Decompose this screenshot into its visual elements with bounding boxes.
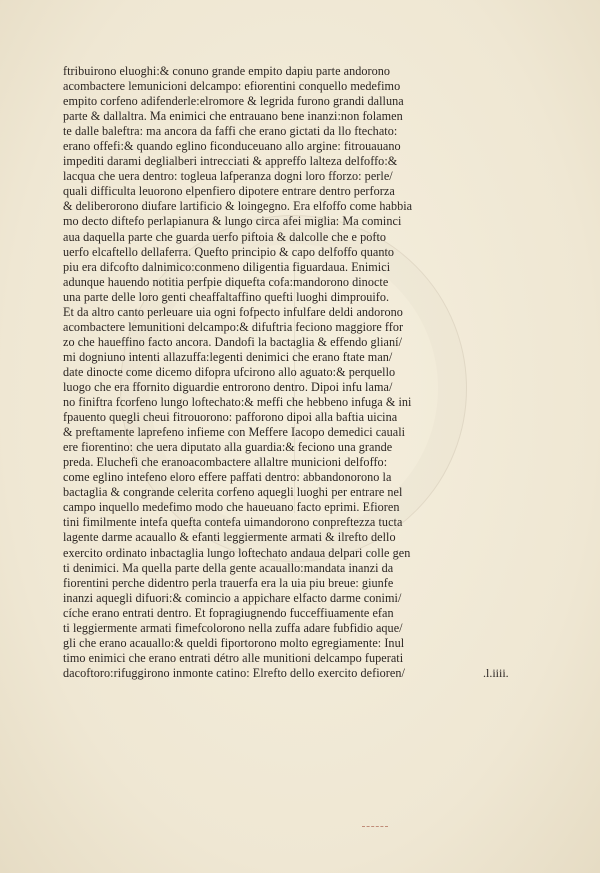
text-line: quali difficulta leuorono elpenfiero dipotere entrare dentro perforza (63, 184, 395, 199)
text-line: uerfo elcaftello dellaferra. Quefto principio & capo delfoffo quanto (63, 244, 395, 259)
text-line: cíche erano entrati dentro. Et fopragiugnendo fucceffiuamente efan (63, 605, 394, 620)
text-line: Et da altro canto perleuare uia ogni fofpecto infulfare deldi andorono (63, 304, 403, 319)
text-line: gli che erano acauallo:& queldi fiportorono molto egregiamente: Inul (63, 635, 405, 650)
text-block (63, 64, 543, 681)
text-line: fiorentini perche didentro perla trauerfa era la uia piu breue: giunfe (63, 575, 394, 590)
ink-mark (362, 826, 388, 831)
text-line: & deliberorono diufare lartificio & loingegno. Era elfoffo come habbia (63, 199, 413, 214)
text-line: & preftamente laprefeno infieme con Meffere Iacopo demedici cauali (63, 425, 406, 440)
text-line: erano offefi:& quando eglino ficonduceuano allo argine: fitrouauano (63, 139, 401, 154)
text-line: dacoftoro:rifuggirono inmonte catino: Elrefto dello exercito defioren/ (63, 665, 405, 680)
text-line: piu era difcofto dalnimico:conmeno diligentia figuardaua. Enimici (63, 259, 391, 274)
text-line: bactaglia & congrande celerita corfeno aquegli luoghi per entrare nel (63, 485, 403, 500)
text-line: ftribuirono eluoghi:& conuno grande empito dapiu parte andorono (63, 64, 391, 78)
text-line: empito corfeno adifenderle:elromore & legrida furono grandi dalluna (63, 94, 404, 109)
text-line: timo enimici che erano entrati détro alle munitioni delcampo fuperati (63, 650, 404, 665)
text-line: ti leggiermente armati fimefcolorono nella zuffa adare fubfidio aque/ (63, 620, 403, 635)
text-line: preda. Eluchefi che eranoacombactere allaltre municioni delfoffo: (63, 455, 388, 470)
text-line: mo decto diftefo perlapianura & lungo circa afei miglia: Ma cominci (63, 214, 402, 229)
text-line: acombactere lemunicioni delcampo: efiorentini conquello medefimo (63, 79, 401, 94)
text-line: parte & dallaltra. Ma enimici che entrauano bene inanzi:non folamen (63, 109, 403, 124)
text-line: te dalle baleftra: ma ancora da faffi che erano gictati da llo ftechato: (63, 124, 398, 139)
text-line: ti denimici. Ma quella parte della gente acauallo:mandata inanzi da (63, 560, 394, 575)
text-line: acombactere lemunitioni delcampo:& difuftria feciono maggiore ffor (63, 319, 404, 334)
text-line: luogo che era ffornito diguardie entrorono dentro. Dipoi infu lama/ (63, 379, 393, 394)
text-line: impediti darami deglialberi intrecciati & appreffo lalteza delfoffo:& (63, 154, 398, 169)
text-line: zo che haueffino facto ancora. Dandofi la bactaglia & effendo glianí/ (63, 334, 403, 349)
folio-number: .l.iiii. (483, 666, 509, 680)
text-line: exercito ordinato inbactaglia lungo loftechato andaua delpari colle gen (63, 545, 411, 560)
text-line: campo inquello medefimo modo che haueuano facto eprimi. Efioren (63, 500, 400, 515)
text-line: date dinocte come dicemo difopra ufcirono allo aguato:& perquello (63, 364, 396, 379)
text-line: lacqua che uera dentro: togleua lafperanza dogni loro fforzo: perle/ (63, 169, 393, 184)
text-line: aua daquella parte che guarda uerfo piftoia & dalcolle che e pofto (63, 229, 387, 244)
text-line: adunque hauendo notitia perfpie diquefta cofa:mandorono dinocte (63, 274, 389, 289)
text-line: una parte delle loro genti cheaffaltaffino quefti luoghi dimprouifo. (63, 289, 390, 304)
text-line: inanzi aquegli difuori:& comincio a appichare elfacto darme conimi/ (63, 590, 402, 605)
text-line: come eglino intefeno eloro effere paffati dentro: abbandonorono la (63, 470, 392, 485)
text-line: mi dogniuno intenti allazuffa:legenti denimici che erano ftate man/ (63, 349, 393, 364)
text-line: tini fimilmente intefa quefta contefa uimandorono conpreftezza tucta (63, 515, 403, 530)
text-line: ere fiorentino: che uera diputato alla guardia:& feciono una grande (63, 440, 393, 455)
text-line: no finiftra fcorfeno lungo loftechato:& meffi che hebbeno infuga & ini (63, 395, 412, 410)
text-line: lagente darme acauallo & efanti leggiermente armati & ilrefto dello (63, 530, 396, 545)
text-line: fpauento quegli cheui fitrouorono: pafforono dipoi alla baftia uicina (63, 410, 398, 425)
